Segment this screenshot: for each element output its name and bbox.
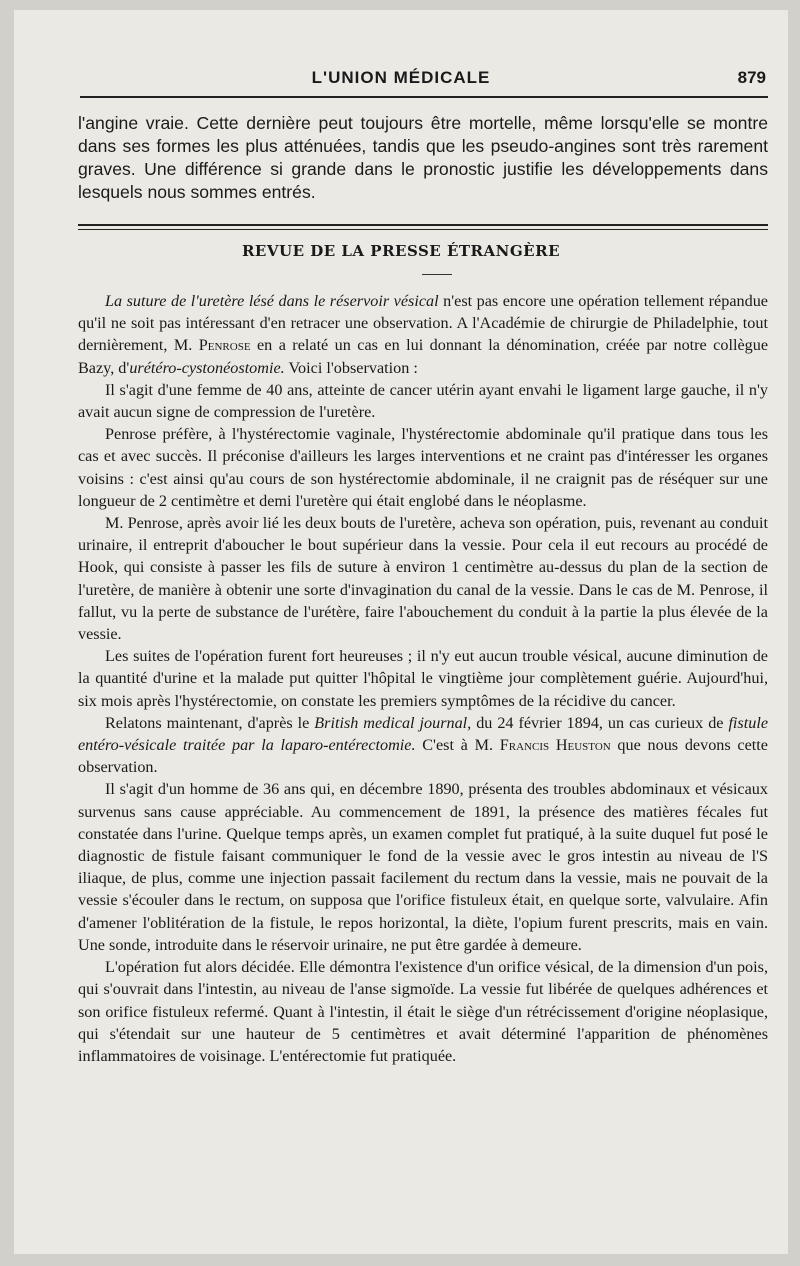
page-header — [14, 62, 788, 96]
paragraph-8: L'opération fut alors décidée. Elle démontra l'existence d'un orifice vésical, de la dimension d'un pois, qui s'ouvrait dans l'intestin, au niveau de l'anse sigmoïde. La vessie fut libérée de quelques adhérences et son orifice fistuleux refermé. Quant à l'intestin, il était le siège d'un rétrécissement d'origine néoplasique, qui s'étendait sur une hauteur de 5 centimètres et avait déterminé l'apparition de phénomènes inflammatoires de voisinage. L'entérectomie fut pratiquée. — [78, 958, 768, 1065]
header-rule — [80, 96, 768, 98]
section-rule-bottom — [78, 229, 768, 230]
intro-paragraph: l'angine vraie. Cette dernière peut toujours être mortelle, même lorsqu'elle se montre dans ses formes les plus atténuées, tandis que les pseudo-angines sont très rarement graves. Une différence si grande dans le pronostic justifie les développements dans lesquels nous sommes entrés. — [78, 113, 768, 202]
paragraph-6-text-d: que nous devons cette observation. — [78, 736, 768, 777]
paragraph-1 — [78, 290, 768, 379]
article-title: La suture de l'uretère lésé dans le réservoir vésical — [105, 292, 439, 310]
paragraph-5: Les suites de l'opération furent fort heureuses ; il n'y eut aucun trouble vésical, aucune diminution de la quantité d'urine et la malade put quitter l'hôpital le vingtième jour complètement guérie. Aujourd'hui, six mois après l'hystérectomie, on constate les premiers symptômes de la récidive du cancer. — [78, 647, 768, 710]
paragraph-6-text-a: Relatons maintenant, d'après le — [105, 713, 315, 732]
paragraph-4: M. Penrose, après avoir lié les deux bouts de l'uretère, acheva son opération, puis, revenant au conduit urinaire, il entreprit d'aboucher le bout supérieur dans la vessie. Pour cela il eut recours au procédé de Hook, qui consiste à passer les fils de suture à environ 1 centimètre au-dessus du plan de la section de l'uretère, de manière à obtenir une sorte d'invagination du canal de la vessie. Dans le cas de M. Penrose, il fallut, vu la perte de substance de l'urétère, faire l'abouchement du conduit à la partie la plus élevée de la vessie. — [78, 514, 768, 644]
journal-title: L'UNION MÉDICALE — [311, 68, 491, 87]
paragraph-6-text-c: C'est à M. — [415, 736, 500, 755]
section-rule-top — [78, 224, 768, 226]
journal-reference: British medical journal, — [314, 713, 472, 732]
paragraph-6 — [78, 712, 768, 779]
paragraph-1-text-a: n'est pas encore une opération tellement répandue qu'il ne soit pas intéressant d'en retracer une observation. A l'Académie de chirurgie de Philadelphie, tout dernièrement, M. — [78, 292, 768, 355]
section-heading: REVUE DE LA PRESSE ÉTRANGÈRE — [241, 242, 561, 260]
surgeon-name: Penrose — [198, 336, 251, 355]
article-body — [78, 290, 768, 1067]
case-title: fistule entéro-vésicale traitée par la laparo-entérectomie. — [78, 713, 769, 755]
procedure-term: urétéro-cystonéostomie. — [129, 358, 285, 377]
page-number: 879 — [737, 68, 766, 87]
paragraph-3: Penrose préfère, à l'hystérectomie vaginale, l'hystérectomie abdominale qu'il pratique dans tous les cas et avec succès. Il préconise d'ailleurs les larges interventions et ne craint pas d'intéresser les organes voisins : c'est ainsi qu'au cours de son hystérectomie abdominale, il ne craignit pas de réséquer sur une longueur de 2 centimètre et demi l'uretère qui était englobé dans le néoplasme. — [78, 425, 768, 510]
author-name: Francis Heuston — [499, 736, 611, 755]
heading-dash — [422, 274, 452, 275]
paragraph-6-text-b: du 24 février 1894, un cas curieux de — [471, 713, 729, 732]
paragraph-1-text-c: Voici l'observation : — [284, 358, 418, 377]
paragraph-1-text-b: en a relaté un cas en lui donnant la dénomination, créée par notre collègue Bazy, d' — [78, 336, 769, 377]
paragraph-2: Il s'agit d'une femme de 40 ans, atteinte de cancer utérin ayant envahi le ligament large gauche, il n'y avait aucun signe de compression de l'uretère. — [78, 380, 768, 422]
paragraph-7: Il s'agit d'un homme de 36 ans qui, en décembre 1890, présenta des troubles abdominaux et vésicaux survenus sans cause appréciable. Au commencement de 1891, la présence des matières fécales fut constatée dans l'urine. Quelque temps après, un examen complet fut pratiqué, à la suite duquel fut posé le diagnostic de fistule faisant communiquer le fond de la vessie avec le gros intestin au niveau de l'S iliaque, de plus, comme une injection passait facilement du rectum dans la vessie, mais ne pouvait de la vessie s'écouler dans le rectum, on supposa que l'orifice fistuleux était, en quelque sorte, valvulaire. Afin d'amener l'oblitération de la fistule, le repos horizontal, la diète, l'opium furent prescrits, mais en vain. Une sonde, introduite dans le réservoir urinaire, ne put être gardée à demeure. — [78, 780, 768, 954]
journal-page — [14, 10, 788, 1254]
